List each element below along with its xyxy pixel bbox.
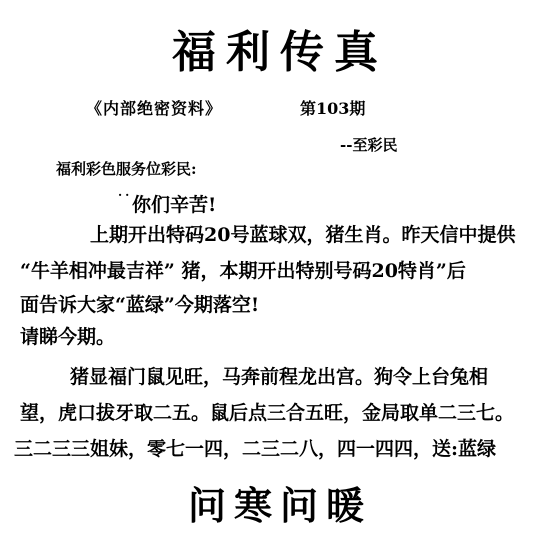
greeting: 你们辛苦! [132, 194, 217, 216]
source-label: 《内部绝密资料》 [86, 99, 223, 118]
paragraph-line: 面告诉大家“蓝绿”今期落空! [20, 294, 260, 316]
paragraph-line: 上期开出特码20号蓝球双，猪生肖。昨天信中提供 [90, 224, 516, 246]
dots-mark: ·· [118, 188, 133, 202]
paragraph-line: 猪显福门鼠见旺，马奔前程龙出宫。狗令上台兔相 [70, 366, 489, 388]
closing-title: 问寒问暖 [187, 483, 372, 528]
issue-number: 第103期 [300, 99, 366, 118]
paragraph-line: 请睇今期。 [20, 326, 116, 348]
paragraph-line: 三二三三姐妹，零七一四，二三二八，四一四四，送:蓝绿 [14, 438, 497, 460]
document-title: 福利传真 [172, 27, 388, 78]
salutation: 福利彩色服务位彩民: [56, 160, 197, 178]
paragraph-line: “牛羊相冲最吉祥” 猪，本期开出特别号码20特肖”后 [20, 260, 466, 282]
recipient-signature: --至彩民 [340, 136, 398, 154]
paragraph-line: 望，虎口拔牙取二五。鼠后点三合五旺，金局取单二三七。 [20, 402, 515, 424]
